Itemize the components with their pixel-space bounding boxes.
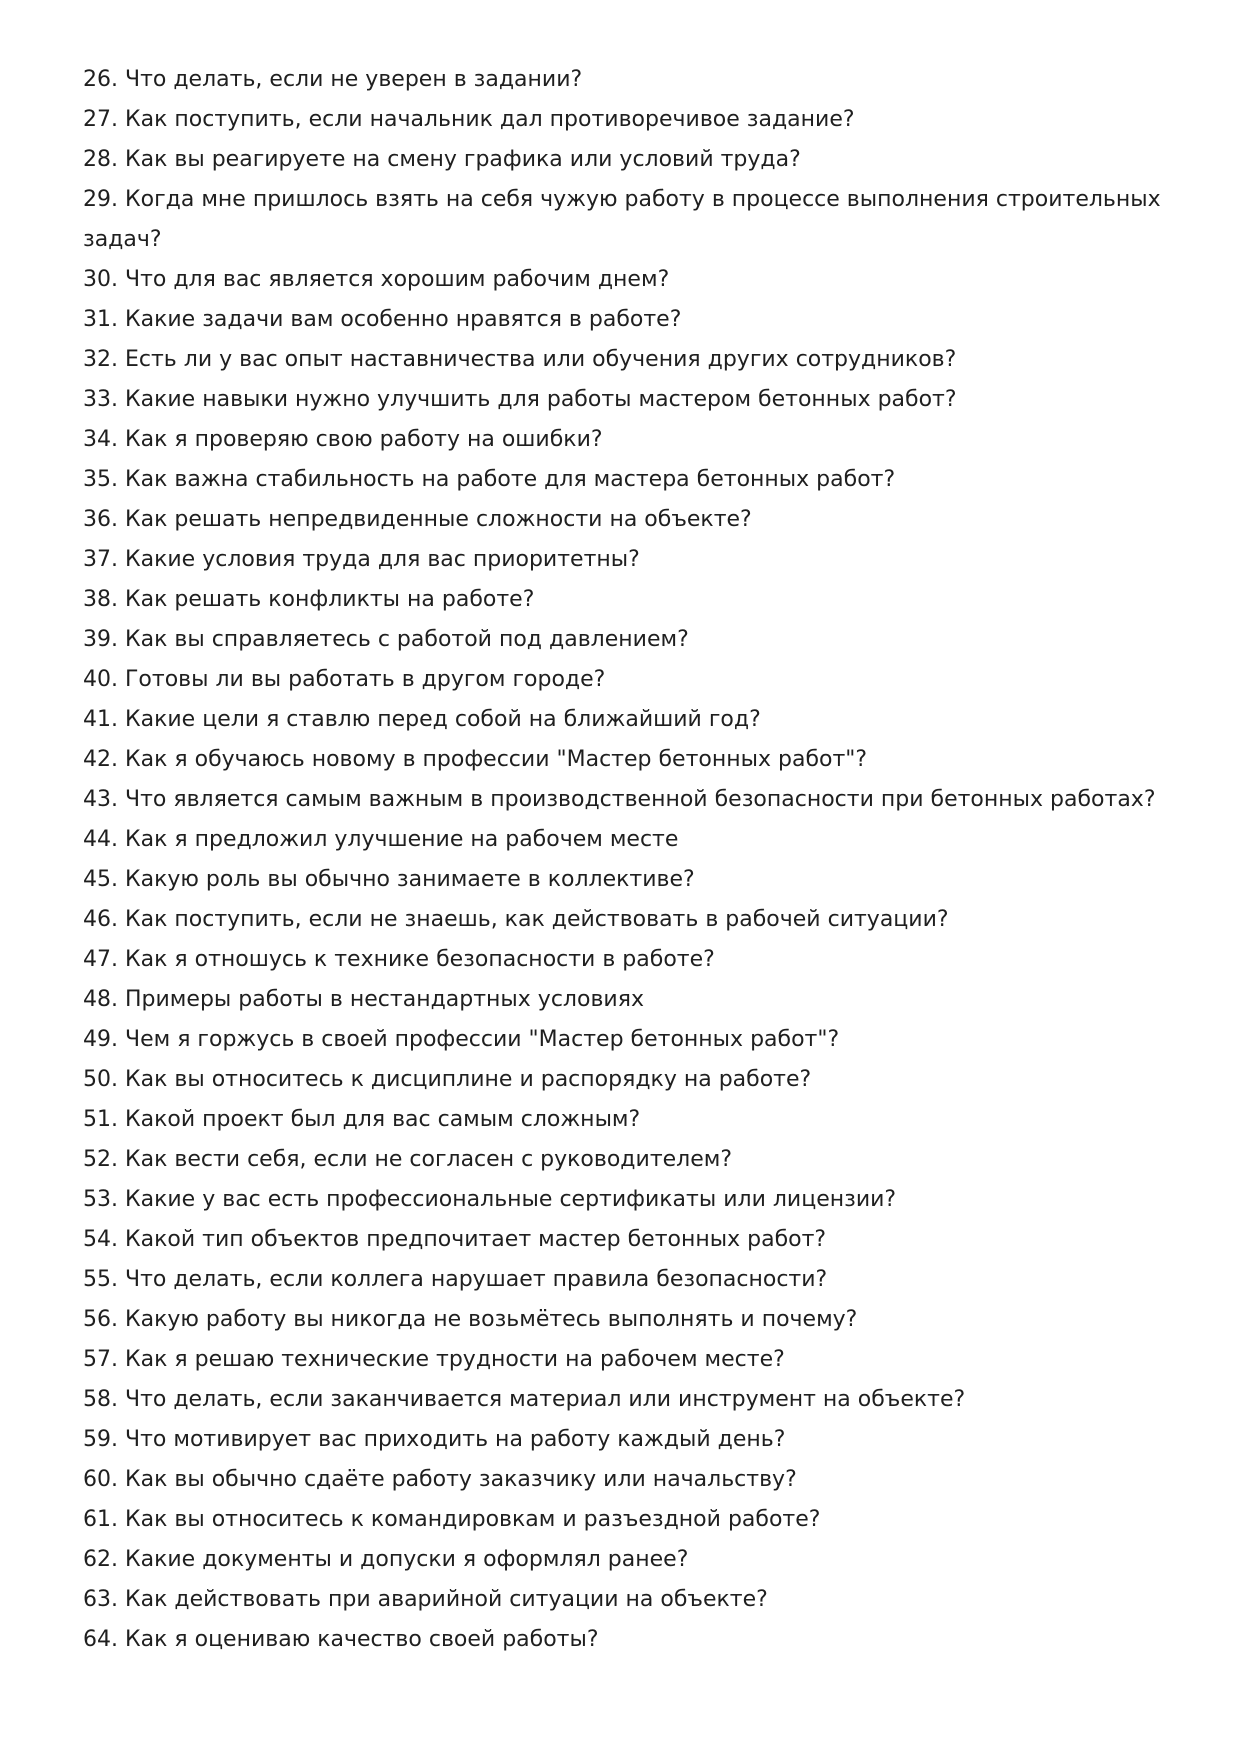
list-item (83, 1420, 1163, 1460)
question-text: Как вы справляетесь с работой под давлением? (125, 627, 689, 652)
question-text: Как вести себя, если не согласен с руководителем? (125, 1147, 733, 1172)
list-item (83, 820, 1163, 860)
question-text: Как вы относитесь к командировкам и разъездной работе? (125, 1507, 821, 1532)
question-text: Какие навыки нужно улучшить для работы мастером бетонных работ? (125, 387, 957, 412)
question-number: 43. (83, 787, 118, 812)
question-number: 60. (83, 1467, 118, 1492)
question-text: Как решать конфликты на работе? (125, 587, 535, 612)
question-number: 26. (83, 67, 118, 92)
question-number: 41. (83, 707, 118, 732)
question-text: Какой проект был для вас самым сложным? (125, 1107, 641, 1132)
question-number: 28. (83, 147, 118, 172)
question-number: 45. (83, 867, 118, 892)
question-text: Какие условия труда для вас приоритетны? (125, 547, 640, 572)
question-number: 33. (83, 387, 118, 412)
list-item (83, 1300, 1163, 1340)
question-number: 30. (83, 267, 118, 292)
question-text: Что мотивирует вас приходить на работу каждый день? (125, 1427, 786, 1452)
list-item (83, 1060, 1163, 1100)
list-item (83, 260, 1163, 300)
question-number: 38. (83, 587, 118, 612)
question-text: Как я проверяю свою работу на ошибки? (125, 427, 603, 452)
question-text: Готовы ли вы работать в другом городе? (125, 667, 606, 692)
question-number: 64. (83, 1627, 118, 1652)
question-list (83, 60, 1163, 1660)
question-text: Как я решаю технические трудности на рабочем месте? (125, 1347, 785, 1372)
question-text: Как вы относитесь к дисциплине и распорядку на работе? (125, 1067, 812, 1092)
question-text: Какие документы и допуски я оформлял ранее? (125, 1547, 689, 1572)
question-text: Какую работу вы никогда не возьмётесь выполнять и почему? (125, 1307, 858, 1332)
question-number: 27. (83, 107, 118, 132)
question-number: 40. (83, 667, 118, 692)
question-text: Что делать, если не уверен в задании? (125, 67, 583, 92)
list-item (83, 940, 1163, 980)
list-item (83, 460, 1163, 500)
question-number: 31. (83, 307, 118, 332)
list-item (83, 380, 1163, 420)
list-item (83, 420, 1163, 460)
question-number: 50. (83, 1067, 118, 1092)
list-item (83, 140, 1163, 180)
question-text: Какие у вас есть профессиональные сертификаты или лицензии? (125, 1187, 897, 1212)
list-item (83, 1220, 1163, 1260)
question-text: Как я предложил улучшение на рабочем месте (125, 827, 679, 852)
list-item (83, 900, 1163, 940)
question-number: 34. (83, 427, 118, 452)
list-item (83, 1020, 1163, 1060)
question-text: Как я отношусь к технике безопасности в работе? (125, 947, 715, 972)
question-number: 44. (83, 827, 118, 852)
question-number: 48. (83, 987, 118, 1012)
list-item (83, 780, 1163, 820)
question-text: Как я обучаюсь новому в профессии "Мастер бетонных работ"? (125, 747, 868, 772)
list-item (83, 1100, 1163, 1140)
list-item (83, 620, 1163, 660)
list-item (83, 540, 1163, 580)
list-item (83, 1180, 1163, 1220)
question-text: Как вы реагируете на смену графика или условий труда? (125, 147, 801, 172)
question-text: Что является самым важным в производственной безопасности при бетонных работах? (125, 787, 1156, 812)
question-text: Какую роль вы обычно занимаете в коллективе? (125, 867, 695, 892)
question-text: Когда мне пришлось взять на себя чужую работу в процессе выполнения строительных задач? (83, 187, 1161, 252)
list-item (83, 180, 1163, 260)
question-text: Как я оцениваю качество своей работы? (125, 1627, 599, 1652)
question-number: 52. (83, 1147, 118, 1172)
list-item (83, 60, 1163, 100)
question-text: Как вы обычно сдаёте работу заказчику или начальству? (125, 1467, 797, 1492)
list-item (83, 300, 1163, 340)
question-number: 56. (83, 1307, 118, 1332)
question-text: Примеры работы в нестандартных условиях (125, 987, 644, 1012)
question-number: 55. (83, 1267, 118, 1292)
question-number: 51. (83, 1107, 118, 1132)
list-item (83, 100, 1163, 140)
list-item (83, 1340, 1163, 1380)
question-number: 58. (83, 1387, 118, 1412)
list-item (83, 1140, 1163, 1180)
question-number: 47. (83, 947, 118, 972)
list-item (83, 500, 1163, 540)
question-text: Как важна стабильность на работе для мастера бетонных работ? (125, 467, 896, 492)
question-number: 54. (83, 1227, 118, 1252)
list-item (83, 580, 1163, 620)
list-item (83, 1580, 1163, 1620)
question-text: Как поступить, если начальник дал противоречивое задание? (125, 107, 855, 132)
question-number: 32. (83, 347, 118, 372)
list-item (83, 1620, 1163, 1660)
question-number: 36. (83, 507, 118, 532)
question-number: 46. (83, 907, 118, 932)
question-text: Как решать непредвиденные сложности на объекте? (125, 507, 752, 532)
question-text: Какие задачи вам особенно нравятся в работе? (125, 307, 682, 332)
list-item (83, 1540, 1163, 1580)
list-item (83, 1500, 1163, 1540)
question-text: Как действовать при аварийной ситуации на объекте? (125, 1587, 768, 1612)
question-number: 42. (83, 747, 118, 772)
question-number: 57. (83, 1347, 118, 1372)
list-item (83, 340, 1163, 380)
question-text: Что для вас является хорошим рабочим днем? (125, 267, 670, 292)
question-number: 29. (83, 187, 118, 212)
list-item (83, 860, 1163, 900)
list-item (83, 740, 1163, 780)
list-item (83, 660, 1163, 700)
question-number: 63. (83, 1587, 118, 1612)
question-number: 37. (83, 547, 118, 572)
question-text: Что делать, если заканчивается материал или инструмент на объекте? (125, 1387, 966, 1412)
list-item (83, 700, 1163, 740)
question-text: Как поступить, если не знаешь, как действовать в рабочей ситуации? (125, 907, 949, 932)
question-text: Какие цели я ставлю перед собой на ближайший год? (125, 707, 761, 732)
question-number: 49. (83, 1027, 118, 1052)
question-number: 61. (83, 1507, 118, 1532)
question-text: Чем я горжусь в своей профессии "Мастер бетонных работ"? (125, 1027, 840, 1052)
list-item (83, 980, 1163, 1020)
list-item (83, 1260, 1163, 1300)
question-number: 62. (83, 1547, 118, 1572)
question-number: 35. (83, 467, 118, 492)
question-number: 59. (83, 1427, 118, 1452)
question-number: 53. (83, 1187, 118, 1212)
list-item (83, 1380, 1163, 1420)
question-text: Есть ли у вас опыт наставничества или обучения других сотрудников? (125, 347, 957, 372)
question-text: Какой тип объектов предпочитает мастер бетонных работ? (125, 1227, 827, 1252)
question-number: 39. (83, 627, 118, 652)
list-item (83, 1460, 1163, 1500)
question-text: Что делать, если коллега нарушает правила безопасности? (125, 1267, 828, 1292)
